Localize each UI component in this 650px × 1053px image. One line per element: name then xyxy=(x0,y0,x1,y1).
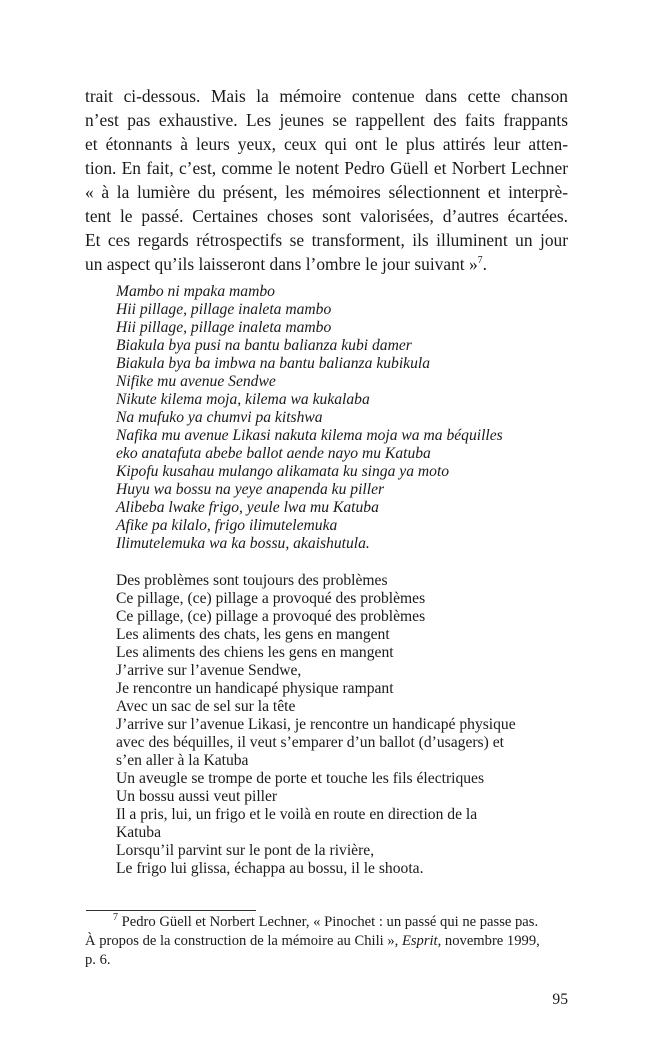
translation-line: Les aliments des chats, les gens en mangent xyxy=(116,626,390,643)
paragraph-end-punct: . xyxy=(482,254,488,274)
paragraph-line: et étonnants à leurs yeux, ceux qui ont le plus attirés leur atten- xyxy=(85,134,568,154)
translation-line: Un bossu aussi veut piller xyxy=(116,788,278,805)
paragraph-line: trait ci-dessous. Mais la mémoire contenue dans cette chanson xyxy=(85,86,568,106)
song-line: Nafika mu avenue Likasi nakuta kilema moja wa ma béquilles xyxy=(116,427,503,444)
translation-line: Les aliments des chiens les gens en mangent xyxy=(116,644,394,661)
footnote-line: p. 6. xyxy=(85,952,111,968)
footnote-divider xyxy=(86,910,256,911)
paragraph-last-line-text: un aspect qu’ils laisseront dans l’ombre le jour suivant » xyxy=(85,254,478,274)
translation-line: Des problèmes sont toujours des problèmes xyxy=(116,572,388,589)
song-line: Na mufuko ya chumvi pa kitshwa xyxy=(116,409,323,426)
translation-line: s’en aller à la Katuba xyxy=(116,752,249,769)
song-line: eko anatafuta abebe ballot aende nayo mu Katuba xyxy=(116,445,431,462)
song-line: Hii pillage, pillage inaleta mambo xyxy=(116,301,332,318)
translation-line: Avec un sac de sel sur la tête xyxy=(116,698,296,715)
song-line: Huyu wa bossu na yeye anapenda ku piller xyxy=(116,481,385,498)
footnote-reference: 7 xyxy=(477,255,483,267)
song-line: Ilimutelemuka wa ka bossu, akaishutula. xyxy=(116,535,370,552)
paragraph-line: « à la lumière du présent, les mémoires sélectionnent et interprè- xyxy=(85,182,568,202)
page-number: 95 xyxy=(552,991,568,1008)
translation-line: Lorsqu’il parvint sur le pont de la rivière, xyxy=(116,842,375,859)
translation-line: Il a pris, lui, un frigo et le voilà en route en direction de la xyxy=(116,806,478,823)
song-line: Mambo ni mpaka mambo xyxy=(116,283,275,300)
paragraph-last-line xyxy=(85,252,568,276)
translation-line: Ce pillage, (ce) pillage a provoqué des problèmes xyxy=(116,590,426,607)
translation-line: J’arrive sur l’avenue Sendwe, xyxy=(116,662,302,679)
translation-line: Je rencontre un handicapé physique rampant xyxy=(116,680,394,697)
translation-line: J’arrive sur l’avenue Likasi, je rencontre un handicapé physique xyxy=(116,716,516,733)
footnote-line xyxy=(85,913,568,932)
translation-line: avec des béquilles, il veut s’emparer d’un ballot (d’usagers) et xyxy=(116,734,504,751)
song-line: Alibeba lwake frigo, yeule lwa mu Katuba xyxy=(116,499,379,516)
song-line: Nifike mu avenue Sendwe xyxy=(116,373,276,390)
translation-line: Katuba xyxy=(116,824,162,841)
translation-line: Un aveugle se trompe de porte et touche les fils électriques xyxy=(116,770,485,787)
song-line: Afike pa kilalo, frigo ilimutelemuka xyxy=(116,517,338,534)
translation-line: Ce pillage, (ce) pillage a provoqué des problèmes xyxy=(116,608,426,625)
footnote xyxy=(85,913,568,970)
footnote-line xyxy=(85,932,568,951)
translation-line: Le frigo lui glissa, échappa au bossu, il le shoota. xyxy=(116,860,424,877)
paragraph-line: Et ces regards rétrospectifs se transforment, ils illuminent un jour xyxy=(85,230,568,250)
body-paragraph xyxy=(85,84,568,276)
song-line: Biakula bya pusi na bantu balianza kubi damer xyxy=(116,337,412,354)
song-translation xyxy=(116,572,516,878)
paragraph-line: tion. En fait, c’est, comme le notent Pedro Güell et Norbert Lechner xyxy=(85,158,568,178)
song-line: Biakula bya ba imbwa na bantu balianza kubikula xyxy=(116,355,431,372)
footnote-journal-title: Esprit xyxy=(401,933,438,949)
song-original-text xyxy=(116,283,503,553)
paragraph-line: tent le passé. Certaines choses sont valorisées, d’autres écartées. xyxy=(85,206,568,226)
song-line: Hii pillage, pillage inaleta mambo xyxy=(116,319,332,336)
footnote-text: , novembre 1999, xyxy=(437,933,540,949)
footnote-text: Pedro Güell et Norbert Lechner, « Pinochet : un passé qui ne passe pas. xyxy=(121,914,539,930)
footnote-number: 7 xyxy=(113,912,118,924)
song-line: Kipofu kusahau mulango alikamata ku singa ya moto xyxy=(116,463,450,480)
footnote-text: À propos de la construction de la mémoire au Chili », xyxy=(85,933,402,949)
paragraph-line: n’est pas exhaustive. Les jeunes se rappellent des faits frappants xyxy=(85,110,568,130)
song-line: Nikute kilema moja, kilema wa kukalaba xyxy=(116,391,370,408)
